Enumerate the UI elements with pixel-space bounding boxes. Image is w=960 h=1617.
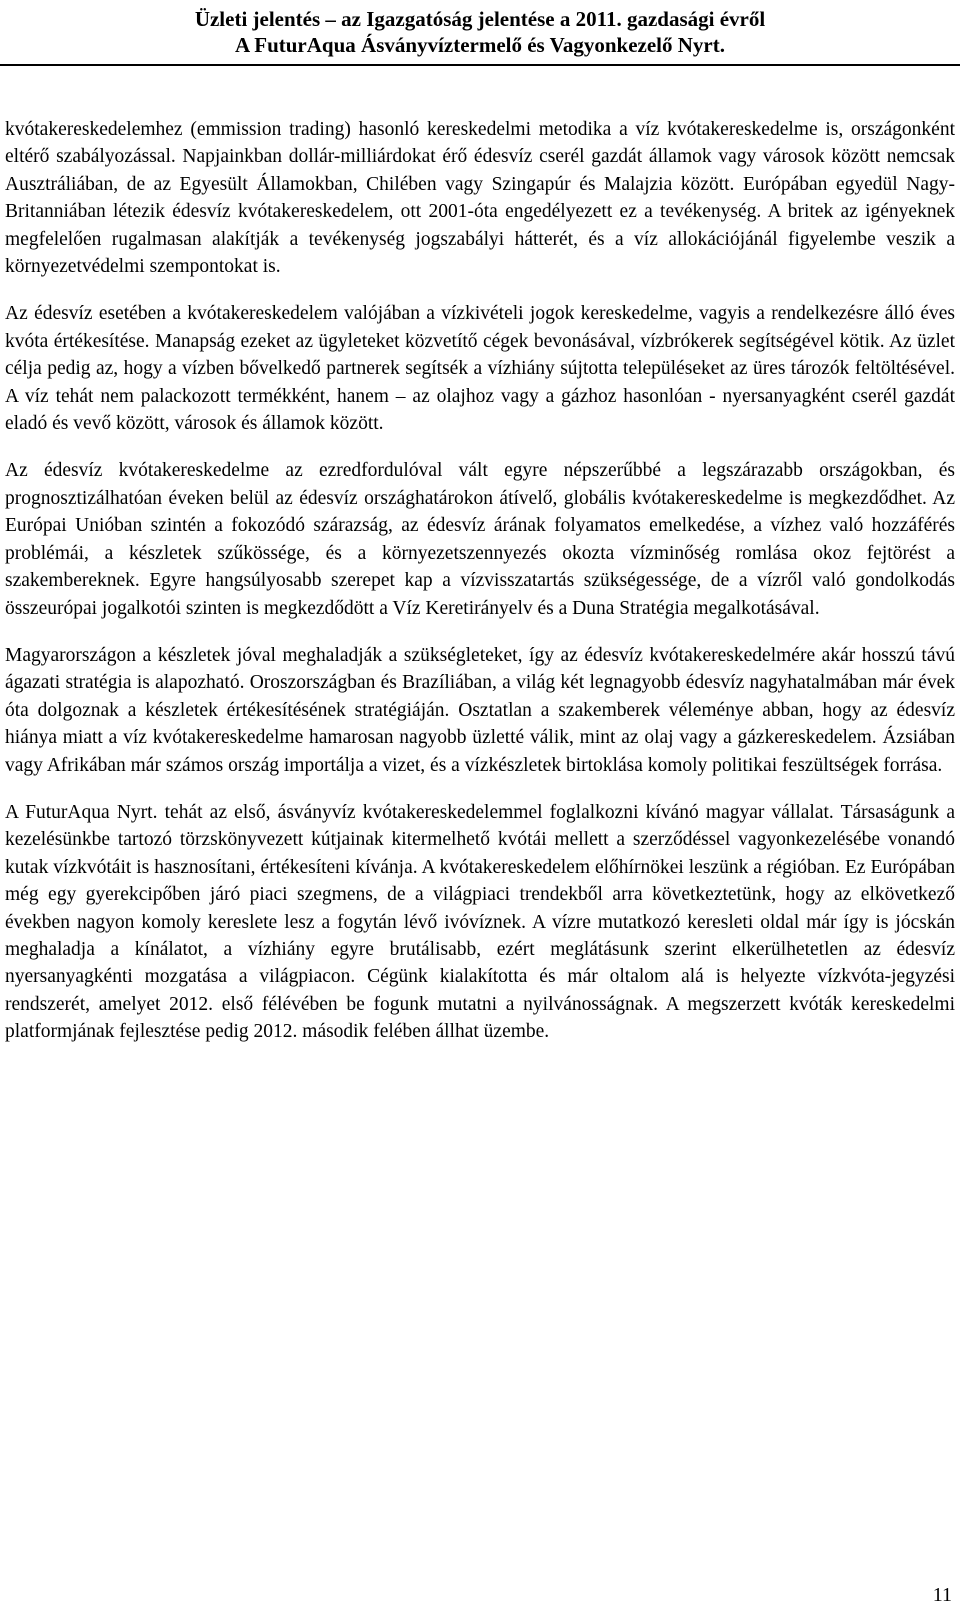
paragraph-freshwater-rights: Az édesvíz esetében a kvótakereskedelem valójában a vízkivételi jogok kereskedelme, vagyis a rendelkezésre álló éves kvóta értékesítése. Manapság ezeket az ügyleteket közvetítő cégek bevonásával, vízbrókerek segítségével kötik. Az üzlet célja pedig az, hogy a vízben bővelkedő partnerek segítsék a vízhiány sújtotta településeket az üres tározók feltöltésével. A víz tehát nem palackozott termékként, hanem – az olajhoz vagy a gázhoz hasonlóan - nyersanyagként cserél gazdát eladó és vevő között, városok és államok között. xyxy=(5,303,955,435)
page-number: 11 xyxy=(932,1584,952,1606)
report-title: Üzleti jelentés – az Igazgatóság jelentése a 2011. gazdasági évről xyxy=(194,7,766,31)
company-name: A FuturAqua Ásványvíztermelő és Vagyonkezelő Nyrt. xyxy=(235,33,725,57)
header-divider xyxy=(0,64,960,66)
document-body xyxy=(5,116,955,1066)
paragraph-eu-outlook: Az édesvíz kvótakereskedelme az ezredfordulóval vált egyre népszerűbbé a legszárazabb országokban, és prognosztizálhatóan éveken belül az édesvíz országhatárokon átívelő, globális kvótakereskedelme is megkezdődhet. Az Európai Unióban szintén a fokozódó szárazság, az édesvíz árának folyamatos emelkedése, a vízhez való hozzáférés problémái, a készletek szűkössége, és a környezetszennyezés okozta vízminőség romlása okoz fejtörést a szakembereknek. Egyre hangsúlyosabb szerepet kap a vízvisszatartás szükségessége, de a vízről való gondolkodás összeurópai jogalkotói szinten is megkezdődött a Víz Keretirányelv és a Duna Stratégia megalkotásával. xyxy=(5,460,955,619)
paragraph-hungary-outlook: Magyarországon a készletek jóval meghaladják a szükségleteket, így az édesvíz kvótakereskedelmére akár hosszú távú ágazati stratégia is alapozható. Oroszországban és Brazíliában, a világ két legnagyobb édesvíz nagyhatalmában már évek óta dolgoznak a készletek értékesítésének stratégiáján. Osztatlan a szakemberek véleménye abban, hogy az édesvíz hiánya miatt a víz kvótakereskedelme hamarosan nagyobb üzletté válik, mint az olaj vagy a gázkereskedelem. Ázsiában vagy Afrikában már számos ország importálja a vizet, és a vízkészletek birtoklása komoly politikai feszültségek forrása. xyxy=(5,644,955,776)
paragraph-futuraqua-plans: A FuturAqua Nyrt. tehát az első, ásványvíz kvótakereskedelemmel foglalkozni kívánó magyar vállalat. Társaságunk a kezelésünkbe tartozó törzskönyvezett kútjainak kitermelhető kvótái mellett a szerződéssel vagyonkezelésébe vonandó kutak vízkvótáit is hasznosítani, értékesíteni kívánja. A kvótakereskedelem előhírnökei leszünk a régióban. Ez Európában még egy gyerekcipőben járó piaci szegmens, de a világpiaci trendekből arra következtetünk, hogy az elkövetkező években nagyon komoly kereslete lesz a fogytán lévő ivóvíznek. A vízre mutatkozó keresleti oldal már így is jócskán meghaladja a kínálatot, a vízhiány egyre brutálisabb, ezért meglátásunk szerint elkerülhetetlen az édesvíz nyersanyagkénti mozgatása a világpiacon. Cégünk kialakította és már oltalom alá is helyezte vízkvóta-jegyzési rendszerét, amelyet 2012. első félévében be fogunk mutatni a nyilvánosságnak. A megszerzett kvóták kereskedelmi platformjának fejlesztése pedig 2012. második felében állhat üzembe. xyxy=(5,801,955,1043)
page-header xyxy=(0,6,960,58)
paragraph-water-quota-trading-intro: kvótakereskedelemhez (emmission trading) hasonló kereskedelmi metodika a víz kvótakereskedelme is, országonként eltérő szabályozással. Napjainkban dollár-milliárdokat érő édesvíz cserél gazdát államok vagy városok között nemcsak Ausztráliában, de az Egyesült Államokban, Chilében vagy Szingapúr és Malajzia között. Európában egyedül Nagy-Britanniában létezik édesvíz kvótakereskedelem, ott 2001-óta engedélyezett ez a tevékenység. A britek az igényeknek megfelelően rugalmasan alakítják a tevékenység jogszabályi hátterét, és a víz allokációjánál figyelembe veszik a környezetvédelmi szempontokat is. xyxy=(5,119,955,278)
